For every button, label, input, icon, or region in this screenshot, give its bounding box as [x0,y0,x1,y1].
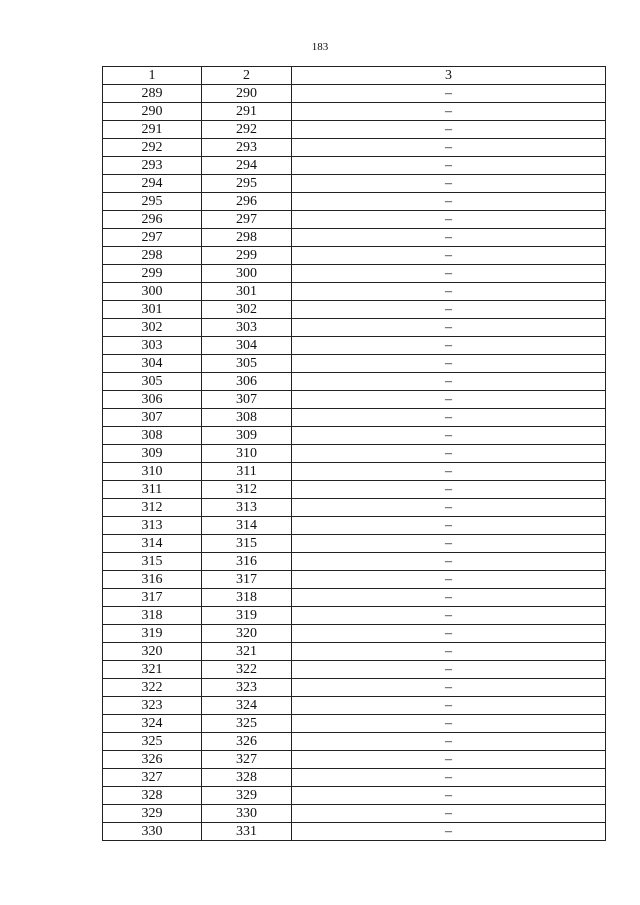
table-cell-col-2: 295 [202,175,292,193]
table-cell-col-3: – [292,751,606,769]
data-table [102,66,606,841]
table-cell-col-2: 330 [202,805,292,823]
table-cell-col-3: – [292,85,606,103]
table-cell-col-2: 331 [202,823,292,841]
table-cell-col-2: 308 [202,409,292,427]
table-cell-col-2: 296 [202,193,292,211]
table-row [103,733,606,751]
table-cell-col-2: 326 [202,733,292,751]
table-cell-col-2: 315 [202,535,292,553]
table-cell-col-2: 327 [202,751,292,769]
table-cell-col-1: 317 [103,589,202,607]
table-cell-col-2: 303 [202,319,292,337]
table-cell-col-3: – [292,553,606,571]
table-cell-col-1: 302 [103,319,202,337]
table-cell-col-1: 320 [103,643,202,661]
table-row [103,265,606,283]
table-cell-col-3: – [292,517,606,535]
table-cell-col-2: 298 [202,229,292,247]
table-cell-col-3: – [292,427,606,445]
table-cell-col-2: 301 [202,283,292,301]
table-cell-col-2: 302 [202,301,292,319]
table-cell-col-1: 321 [103,661,202,679]
table-cell-col-1: 319 [103,625,202,643]
table-cell-col-1: 315 [103,553,202,571]
table-row [103,355,606,373]
table-cell-col-1: 326 [103,751,202,769]
table-row [103,481,606,499]
table-row [103,571,606,589]
table-body [103,85,606,841]
table-cell-col-3: – [292,211,606,229]
table-row [103,319,606,337]
table-cell-col-2: 320 [202,625,292,643]
table-cell-col-1: 299 [103,265,202,283]
table-cell-col-1: 316 [103,571,202,589]
table-cell-col-3: – [292,391,606,409]
table-cell-col-3: – [292,265,606,283]
table-cell-col-3: – [292,823,606,841]
table-cell-col-1: 329 [103,805,202,823]
table-cell-col-3: – [292,193,606,211]
table-cell-col-2: 321 [202,643,292,661]
table-row [103,607,606,625]
table-cell-col-1: 314 [103,535,202,553]
table-row [103,103,606,121]
table-cell-col-1: 306 [103,391,202,409]
table-cell-col-3: – [292,481,606,499]
table-row [103,139,606,157]
table-row [103,445,606,463]
table-cell-col-1: 301 [103,301,202,319]
table-row [103,301,606,319]
column-header-1: 1 [103,67,202,85]
table-cell-col-2: 325 [202,715,292,733]
table-cell-col-1: 290 [103,103,202,121]
table-row [103,121,606,139]
table-row [103,175,606,193]
table-row [103,229,606,247]
table-cell-col-2: 329 [202,787,292,805]
table-cell-col-3: – [292,355,606,373]
table-cell-col-1: 312 [103,499,202,517]
table-row [103,643,606,661]
table-row [103,463,606,481]
table-cell-col-3: – [292,607,606,625]
table-cell-col-3: – [292,247,606,265]
table-cell-col-2: 306 [202,373,292,391]
table-cell-col-2: 291 [202,103,292,121]
table-cell-col-2: 313 [202,499,292,517]
table-cell-col-3: – [292,643,606,661]
table-cell-col-2: 312 [202,481,292,499]
table-row [103,499,606,517]
page-number: 183 [311,41,329,53]
table-cell-col-2: 318 [202,589,292,607]
table-cell-col-3: – [292,733,606,751]
table-cell-col-2: 294 [202,157,292,175]
table-cell-col-1: 325 [103,733,202,751]
table-cell-col-3: – [292,301,606,319]
table-cell-col-1: 297 [103,229,202,247]
table-cell-col-2: 328 [202,769,292,787]
table-row [103,589,606,607]
table-cell-col-1: 294 [103,175,202,193]
table-cell-col-3: – [292,805,606,823]
table-cell-col-3: – [292,679,606,697]
table-cell-col-1: 293 [103,157,202,175]
table-row [103,787,606,805]
table-cell-col-2: 304 [202,337,292,355]
table-cell-col-1: 318 [103,607,202,625]
table-row [103,553,606,571]
table-row [103,769,606,787]
table-cell-col-2: 317 [202,571,292,589]
table-cell-col-2: 307 [202,391,292,409]
table-cell-col-1: 310 [103,463,202,481]
table-row [103,715,606,733]
table-cell-col-3: – [292,787,606,805]
table-row [103,409,606,427]
table-cell-col-3: – [292,697,606,715]
table-row [103,85,606,103]
table-cell-col-3: – [292,319,606,337]
table-cell-col-1: 311 [103,481,202,499]
table-cell-col-3: – [292,661,606,679]
table-cell-col-3: – [292,337,606,355]
table-row [103,373,606,391]
table-row [103,211,606,229]
table-cell-col-1: 303 [103,337,202,355]
table-cell-col-1: 298 [103,247,202,265]
table-cell-col-1: 313 [103,517,202,535]
table-cell-col-1: 322 [103,679,202,697]
table-cell-col-1: 323 [103,697,202,715]
table-cell-col-1: 296 [103,211,202,229]
table-cell-col-3: – [292,715,606,733]
table-cell-col-2: 297 [202,211,292,229]
table-cell-col-3: – [292,103,606,121]
table-cell-col-2: 323 [202,679,292,697]
table-row [103,247,606,265]
table-cell-col-2: 310 [202,445,292,463]
table-row [103,751,606,769]
table-cell-col-1: 309 [103,445,202,463]
table-cell-col-1: 305 [103,373,202,391]
table-cell-col-3: – [292,283,606,301]
table-cell-col-3: – [292,769,606,787]
table-cell-col-2: 324 [202,697,292,715]
table-cell-col-1: 327 [103,769,202,787]
table-cell-col-1: 304 [103,355,202,373]
table-row [103,625,606,643]
table-cell-col-1: 300 [103,283,202,301]
table-cell-col-1: 330 [103,823,202,841]
table-row [103,427,606,445]
table-cell-col-2: 319 [202,607,292,625]
column-header-3: 3 [292,67,606,85]
table-row [103,535,606,553]
table-cell-col-2: 311 [202,463,292,481]
table-cell-col-3: – [292,571,606,589]
table-cell-col-3: – [292,139,606,157]
table-cell-col-3: – [292,589,606,607]
table-cell-col-2: 292 [202,121,292,139]
table-cell-col-3: – [292,157,606,175]
table-cell-col-3: – [292,535,606,553]
table-row [103,679,606,697]
table-cell-col-2: 299 [202,247,292,265]
table-cell-col-2: 309 [202,427,292,445]
table-cell-col-2: 322 [202,661,292,679]
table-cell-col-3: – [292,229,606,247]
table-cell-col-1: 324 [103,715,202,733]
table-cell-col-3: – [292,175,606,193]
table-row [103,805,606,823]
table-cell-col-2: 305 [202,355,292,373]
table-cell-col-3: – [292,463,606,481]
column-header-2: 2 [202,67,292,85]
table-row [103,517,606,535]
table-row [103,193,606,211]
table-row [103,337,606,355]
table-cell-col-1: 308 [103,427,202,445]
table-cell-col-2: 316 [202,553,292,571]
table-row [103,391,606,409]
table-cell-col-1: 328 [103,787,202,805]
table-cell-col-1: 307 [103,409,202,427]
table-cell-col-2: 314 [202,517,292,535]
table-cell-col-1: 295 [103,193,202,211]
table-row [103,157,606,175]
table-cell-col-3: – [292,499,606,517]
table-cell-col-1: 289 [103,85,202,103]
table-cell-col-2: 300 [202,265,292,283]
table-header-row [103,67,606,85]
table-cell-col-3: – [292,625,606,643]
table-row [103,697,606,715]
table-cell-col-3: – [292,121,606,139]
table-cell-col-3: – [292,445,606,463]
table-cell-col-3: – [292,373,606,391]
table-cell-col-2: 293 [202,139,292,157]
table-cell-col-2: 290 [202,85,292,103]
table-row [103,661,606,679]
table-row [103,283,606,301]
table-row [103,823,606,841]
table-cell-col-1: 292 [103,139,202,157]
table-cell-col-3: – [292,409,606,427]
table-cell-col-1: 291 [103,121,202,139]
